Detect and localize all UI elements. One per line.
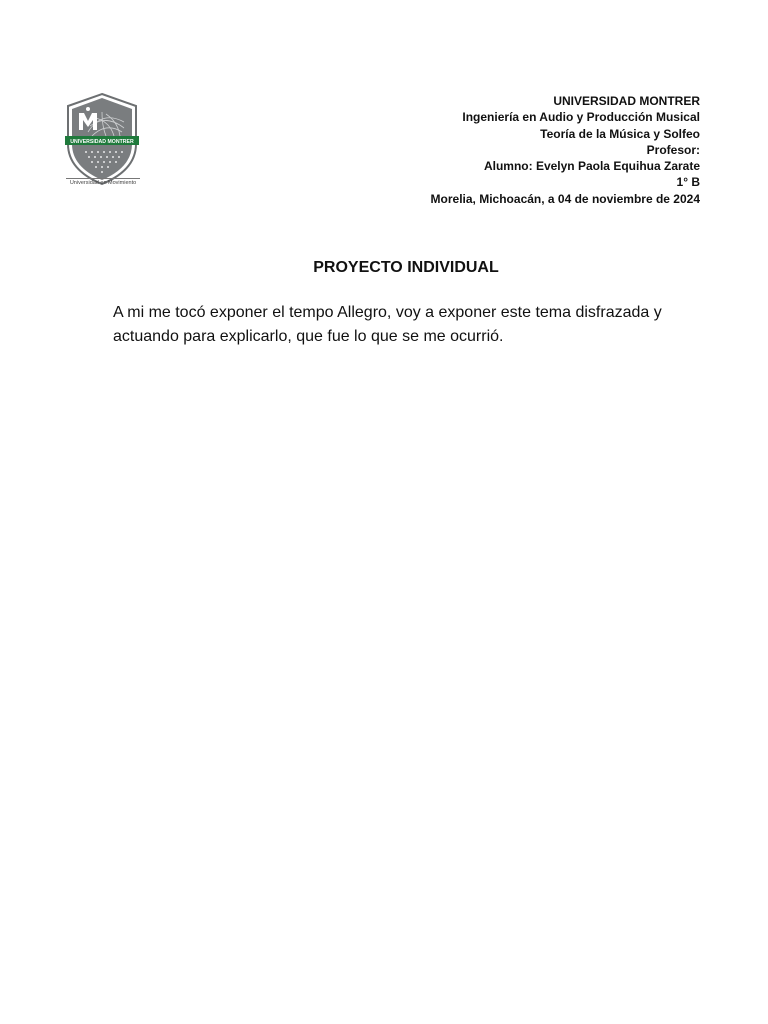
header-place-date: Morelia, Michoacán, a 04 de noviembre de 2024 [430, 191, 700, 206]
logo-banner-text: UNIVERSIDAD MONTRER [70, 139, 134, 145]
university-logo [62, 92, 142, 188]
body-paragraph: A mi me tocó exponer el tempo Allegro, voy a exponer este tema disfrazada y actuando para explicarlo, que fue lo que se me ocurrió. [113, 304, 662, 345]
document-title: PROYECTO INDIVIDUAL [313, 259, 499, 276]
header-program: Ingeniería en Audio y Producción Musical [462, 110, 700, 125]
logo-tagline: Universidad en Movimiento [66, 178, 140, 186]
header-professor: Profesor: [646, 142, 700, 157]
header-group: 1° B [676, 175, 700, 190]
header-student: Alumno: Evelyn Paola Equihua Zarate [483, 159, 700, 174]
header-course: Teoría de la Música y Solfeo [540, 126, 700, 141]
header-university: UNIVERSIDAD MONTRER [553, 94, 700, 108]
document-header [431, 93, 700, 207]
